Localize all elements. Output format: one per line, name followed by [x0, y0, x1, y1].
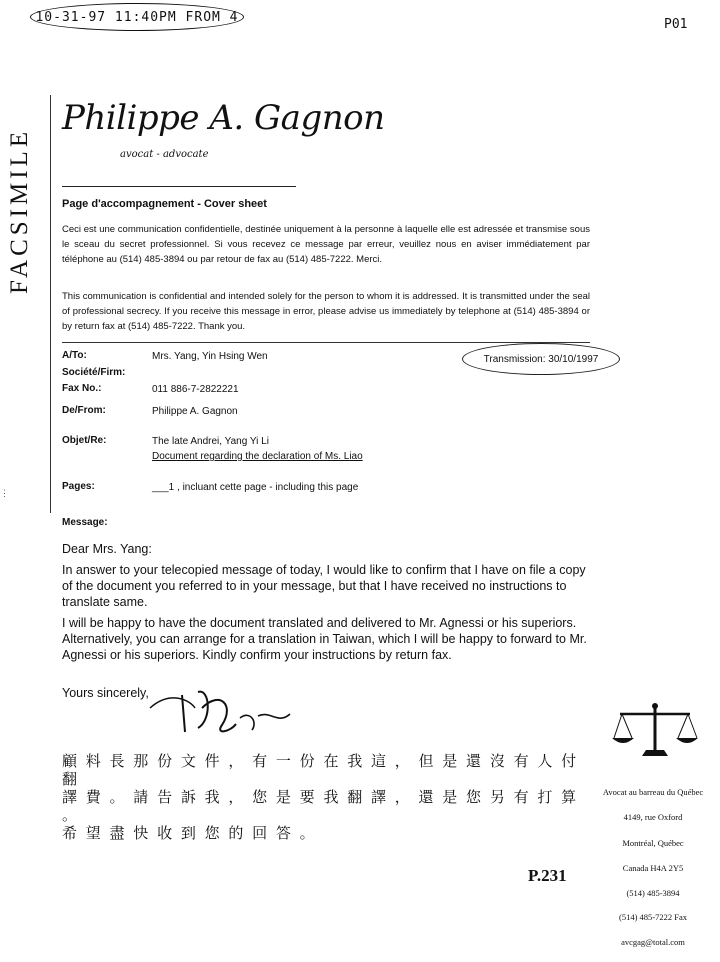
- from-label: De/From:: [62, 405, 106, 416]
- scales-of-justice-icon: [612, 700, 698, 764]
- chinese-line-3: 希 望 盡 快 收 到 您 的 回 答 。: [62, 824, 317, 842]
- subject-line-2: Document regarding the declaration of Ms. Liao: [152, 451, 363, 462]
- to-value: Mrs. Yang, Yin Hsing Wen: [152, 351, 268, 362]
- address-email: avcgag@total.com: [621, 937, 685, 947]
- cover-sheet-title: Page d'accompagnement - Cover sheet: [62, 198, 267, 210]
- address-fax: (514) 485-7222 Fax: [619, 912, 687, 922]
- pages-value: ___1 , incluant cette page - including this page: [152, 482, 359, 493]
- letterhead-rule: [62, 186, 296, 187]
- chinese-line-2: 譯 費 。 請 告 訴 我 ， 您 是 要 我 翻 譯 ， 還 是 您 另 有 打 算 。: [62, 788, 579, 824]
- chinese-message: [62, 752, 582, 842]
- message-label: Message:: [62, 517, 108, 528]
- fax-number-value: 011 886-7-2822221: [152, 384, 239, 395]
- fax-page-number: P01: [664, 17, 688, 32]
- subject-label: Objet/Re:: [62, 435, 107, 446]
- fax-number-label: Fax No.:: [62, 383, 102, 394]
- page-stamp: P.231: [528, 866, 567, 885]
- message-paragraph-2: I will be happy to have the document translated and delivered to Mr. Agnessi or his superiors. Alternatively, you can arrange for a translation in Taiwan, which I will be happy to forward to Mr. Agnessi or his superiors. Kindly confirm your instructions by return fax.: [62, 616, 587, 662]
- fax-header-stamp: 10-31-97 11:40PM FROM 4: [30, 3, 244, 31]
- address-street: 4149, rue Oxford: [623, 812, 683, 822]
- subject-line-1: The late Andrei, Yang Yi Li: [152, 436, 269, 447]
- pages-label: Pages:: [62, 481, 95, 492]
- message-paragraph-1: In answer to your telecopied message of today, I would like to confirm that I have on file a copy of the document you referred to in your message, but that I have received no instructions to translate same.: [62, 563, 586, 609]
- handwritten-signature: [140, 680, 310, 750]
- address-city: Montréal, Québec: [622, 838, 684, 848]
- fields-separator: [62, 342, 590, 343]
- letterhead-name: Philippe A. Gagnon: [62, 98, 385, 138]
- chinese-line-1: 顧 料 長 那 份 文 件 ， 有 一 份 在 我 這 ， 但 是 還 沒 有 人 付 翻: [62, 752, 579, 788]
- address-postal: Canada H4A 2Y5: [622, 863, 684, 873]
- confidentiality-notice-fr: Ceci est une communication confidentielle, destinée uniquement à la personne à laquelle elle est adressée et transmise sous le sceau du secret professionnel. Si vous recevez ce message par erreur, veuillez nous en aviser immédiatement par téléphone au (514) 485-3894 ou par retour de fax au (514) 485-7222. Merci.: [62, 224, 590, 265]
- letterhead-vertical-rule: [50, 95, 51, 513]
- address-bar-membership: Avocat au barreau du Québec: [602, 787, 704, 797]
- company-label: Société/Firm:: [62, 367, 126, 378]
- scan-speck: ⋮: [0, 488, 9, 498]
- salutation: Dear Mrs. Yang:: [62, 542, 152, 556]
- transmission-date: Transmission: 30/10/1997: [462, 343, 620, 375]
- from-value: Philippe A. Gagnon: [152, 406, 238, 417]
- address-phone: (514) 485-3894: [626, 888, 680, 898]
- confidentiality-notice-en: This communication is confidential and intended solely for the person to whom it is addressed. It is transmitted under the seal of professional secrecy. If you receive this message in error, please advise us immediately by telephone at (514) 485-3894 or by return fax at (514) 485-7222. Thank you.: [62, 291, 590, 332]
- closing: Yours sincerely,: [62, 686, 149, 700]
- to-label: A/To:: [62, 350, 87, 361]
- facsimile-side-label: FACSIMILE: [6, 127, 33, 294]
- letterhead-subtitle: avocat - advocate: [120, 149, 209, 160]
